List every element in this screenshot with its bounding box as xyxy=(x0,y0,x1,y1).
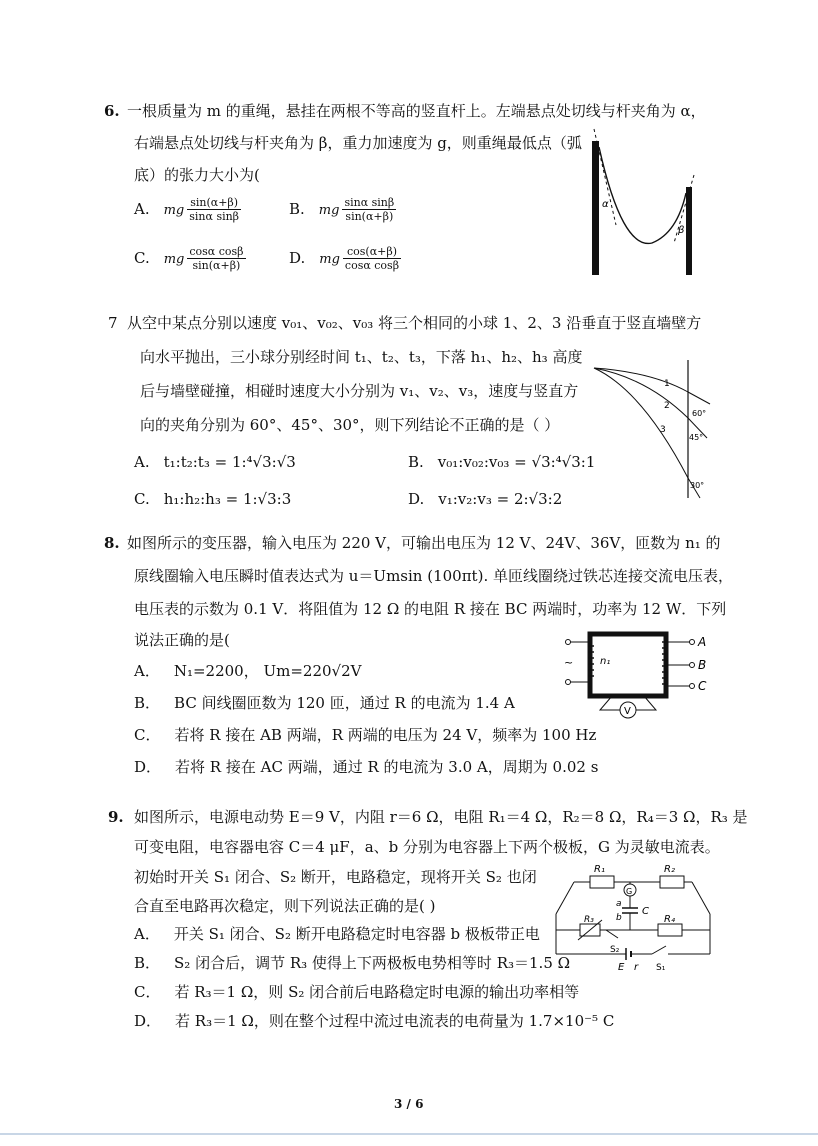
q6-option-c[interactable]: C. mg $\frac{\text{cosα cosβ}}{\sin(\alpha+\beta)}$ xyxy=(134,245,244,272)
q7-number: 7 xyxy=(108,314,118,332)
q9-stem-line3: 初始时开关 S₁ 闭合、S₂ 断开，电路稳定，现将开关 S₂ 也闭 xyxy=(134,868,537,886)
q7-option-c[interactable]: C. h₁:h₂:h₃ = 1:√3:3 xyxy=(134,490,292,508)
q9-option-c[interactable]: C． 若 R₃＝1 Ω，则 S₂ 闭合前后电路稳定时电源的输出功率相等 xyxy=(134,983,580,1001)
emf-label: E xyxy=(618,962,625,972)
r1-label: R₁ xyxy=(594,864,605,875)
q8-option-d[interactable]: D． 若将 R 接在 AC 两端，通过 R 的电流为 3.0 A，周期为 0.02 s xyxy=(134,758,599,776)
r3-label: R₃ xyxy=(584,915,594,925)
resistor-r4 xyxy=(658,924,682,936)
voltmeter-label: V xyxy=(624,706,631,717)
label-c: C xyxy=(698,679,707,693)
angle-45-label: 45° xyxy=(689,433,704,442)
terminal-b xyxy=(690,663,695,668)
r2-label: R₂ xyxy=(664,864,675,875)
resistor-r2 xyxy=(660,876,684,888)
switch-s2 xyxy=(606,930,618,938)
q7-projectile-figure xyxy=(592,360,718,500)
plate-a-label: a xyxy=(616,899,622,909)
s1-label: S₁ xyxy=(656,963,666,972)
input-terminal-top xyxy=(566,640,571,645)
ball-2-label: 2 xyxy=(664,401,670,411)
ball-1-label: 1 xyxy=(664,379,670,389)
galvanometer-label: G xyxy=(626,887,633,896)
q8-stem-line3: 电压表的示数为 0.1 V．将阻值为 12 Ω 的电阻 R 接在 BC 两端时，功率为 12 W．下列 xyxy=(134,600,727,618)
velocity-1 xyxy=(688,392,710,404)
angle-60-label: 60° xyxy=(692,409,707,418)
q9-circuit-figure xyxy=(548,860,720,972)
q8-transformer-figure xyxy=(560,628,720,724)
q8-option-c[interactable]: C． 若将 R 接在 AB 两端，R 两端的电压为 24 V，频率为 100 Hz xyxy=(134,726,597,744)
input-terminal-bottom xyxy=(566,680,571,685)
q9-stem-line2: 可变电阻，电容器电容 C＝4 μF，a、b 分别为电容器上下两个极板，G 为灵敏电流表。 xyxy=(134,838,720,856)
label-b: B xyxy=(698,658,707,672)
page-number: 3 / 6 xyxy=(394,1097,424,1111)
q7-option-d[interactable]: D. v₁:v₂:v₃ = 2:√3:2 xyxy=(408,490,563,508)
s2-label: S₂ xyxy=(610,945,620,955)
q7-option-a[interactable]: A. t₁:t₂:t₃ = 1:⁴√3:√3 xyxy=(134,453,296,471)
q9-number: 9. xyxy=(108,808,124,826)
q7-option-b[interactable]: B. v₀₁:v₀₂:v₀₃ = √3:⁴√3:1 xyxy=(408,453,596,471)
q8-option-b[interactable]: B． BC 间线圈匝数为 120 匝，通过 R 的电流为 1.4 A xyxy=(134,694,515,712)
terminal-c xyxy=(690,684,695,689)
q6-option-d[interactable]: D. mg $\frac{\cos(\alpha+\beta)}{\text{cosα cosβ}}$ xyxy=(289,245,400,272)
q7-stem-line2: 向水平抛出，三小球分别经时间 t₁、t₂、t₃，下落 h₁、h₂、h₃ 高度 xyxy=(140,348,583,366)
r4-label: R₄ xyxy=(664,914,675,925)
resistor-r1 xyxy=(590,876,614,888)
q9-option-a[interactable]: A． 开关 S₁ 闭合、S₂ 断开电路稳定时电容器 b 极板带正电 xyxy=(134,925,540,943)
beta-label: β xyxy=(678,225,685,236)
q6-option-b[interactable]: B. mg $\frac{\text{sinα sinβ}}{\sin(\alpha+\beta)}$ xyxy=(289,196,395,223)
q6-rope-figure xyxy=(582,125,702,277)
q7-stem-line4: 向的夹角分别为 60°、45°、30°，则下列结论不正确的是（ ） xyxy=(140,416,560,434)
q9-option-d[interactable]: D． 若 R₃＝1 Ω，则在整个过程中流过电流表的电荷量为 1.7×10⁻⁵ C xyxy=(134,1012,615,1030)
alpha-label: α xyxy=(602,199,609,210)
switch-s1 xyxy=(652,946,666,954)
q7-stem-line3: 后与墙壁碰撞，相碰时速度大小分别为 v₁、v₂、v₃，速度与竖直方 xyxy=(140,382,579,400)
q9-stem-line4: 合直至电路再次稳定，则下列说法正确的是( ) xyxy=(134,897,436,915)
rope-curve xyxy=(599,147,686,243)
ball-3-label: 3 xyxy=(660,425,666,435)
q8-option-a[interactable]: A． N₁=2200， Um=220√2V xyxy=(134,662,362,680)
terminal-a xyxy=(690,640,695,645)
label-a: A xyxy=(698,635,707,649)
angle-30-label: 30° xyxy=(690,481,705,490)
q9-stem-line1: 如图所示，电源电动势 E＝9 V，内阻 r＝6 Ω，电阻 R₁＝4 Ω，R₂＝8 Ω，R₄＝3 Ω，R₃ 是 xyxy=(134,808,748,826)
q6-stem-line2: 右端悬点处切线与杆夹角为 β，重力加速度为 g，则重绳最低点（弧 xyxy=(134,134,582,152)
q9-option-b[interactable]: B． S₂ 闭合后，调节 R₃ 使得上下两极板电势相等时 R₃＝1.5 Ω xyxy=(134,954,571,972)
internal-r-label: r xyxy=(634,962,639,972)
bottom-divider xyxy=(0,1133,818,1135)
q6-stem-line3: 底）的张力大小为( xyxy=(134,166,260,184)
q6-number: 6. xyxy=(104,102,120,120)
q8-stem-line4: 说法正确的是( xyxy=(134,631,230,649)
capacitor-label: C xyxy=(642,906,649,917)
plate-b-label: b xyxy=(616,913,622,923)
q8-stem-line2: 原线圈输入电压瞬时值表达式为 u＝Umsin (100πt). 单匝线圈绕过铁芯连接交流电压表， xyxy=(134,567,733,585)
q6-option-a[interactable]: A. mg $\frac{\sin(\alpha+\beta)}{\text{sinα sinβ}}$ xyxy=(134,196,240,223)
q6-stem-line1: 一根质量为 m 的重绳，悬挂在两根不等高的竖直杆上。左端悬点处切线与杆夹角为 α， xyxy=(127,102,706,120)
q8-stem-line1: 如图所示的变压器，输入电压为 220 V，可输出电压为 12 V、24V、36V，匝数为 n₁ 的 xyxy=(127,534,721,552)
ac-symbol: ~ xyxy=(564,656,574,669)
n1-label: n₁ xyxy=(600,656,611,667)
q7-stem-line1: 从空中某点分别以速度 v₀₁、v₀₂、v₀₃ 将三个相同的小球 1、2、3 沿垂直于竖直墙壁方 xyxy=(127,314,702,332)
q8-number: 8. xyxy=(104,534,120,552)
left-pole xyxy=(592,141,599,275)
